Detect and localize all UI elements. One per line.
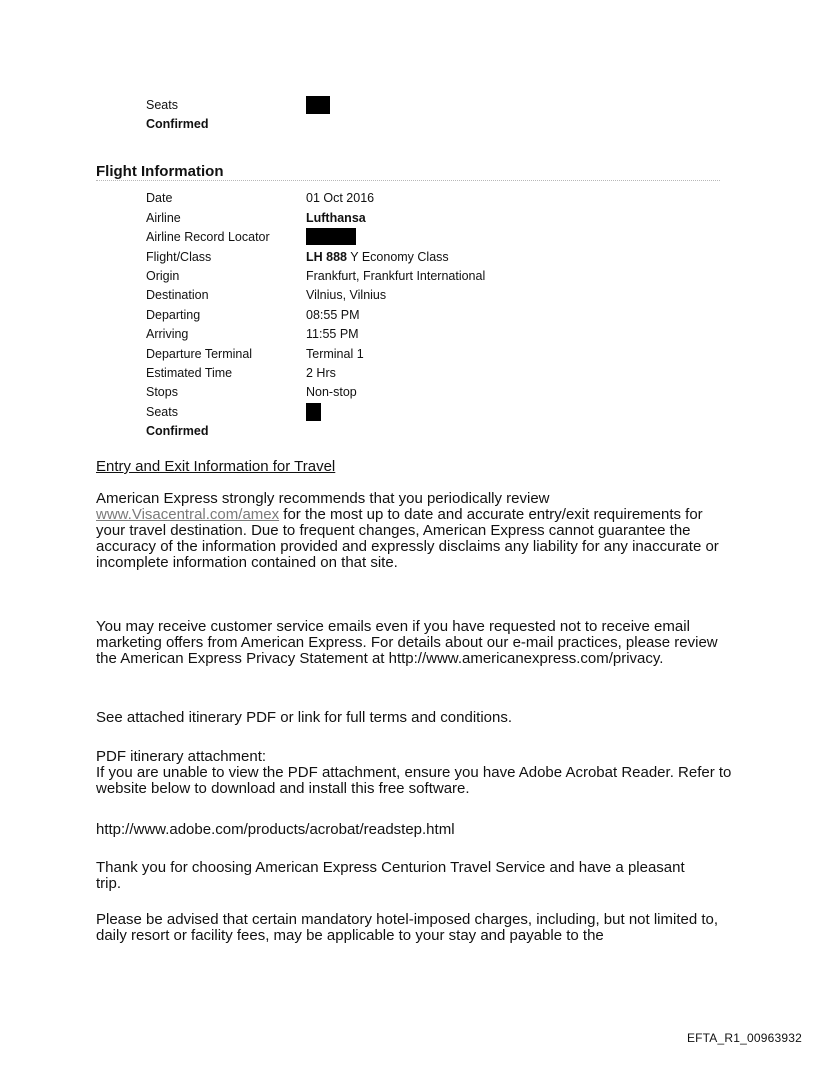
entry-exit-intro: American Express strongly recommends that you periodically review	[96, 490, 550, 507]
airline-label: Airline	[146, 211, 181, 225]
date-label: Date	[146, 191, 173, 205]
arriving-value: 11:55 PM	[306, 327, 359, 341]
redacted-seat	[306, 403, 321, 421]
document-id: EFTA_R1_00963932	[686, 1031, 802, 1045]
confirmed-status: Confirmed	[146, 424, 209, 438]
visacentral-link[interactable]: www.Visacentral.com/amex	[96, 506, 280, 523]
flight-number: LH 888	[306, 250, 347, 264]
estimated-time-value: 2 Hrs	[306, 366, 336, 380]
departure-terminal-label: Departure Terminal	[146, 347, 253, 361]
arriving-label: Arriving	[146, 327, 189, 341]
pdf-section	[96, 749, 736, 797]
stops-value: Non-stop	[306, 385, 357, 399]
origin-value: Frankfurt, Frankfurt International	[306, 269, 486, 283]
cabin-class: Y Economy Class	[347, 250, 449, 264]
top-confirmed-status: Confirmed	[146, 117, 209, 131]
airline-value: Lufthansa	[306, 211, 366, 225]
destination-value: Vilnius, Vilnius	[306, 288, 387, 302]
attached-notice: See attached itinerary PDF or link for full terms and conditions.	[96, 709, 513, 726]
flight-class-value	[306, 250, 449, 264]
flight-class-label: Flight/Class	[146, 250, 212, 264]
origin-label: Origin	[146, 269, 180, 283]
estimated-time-label: Estimated Time	[146, 366, 233, 380]
top-seats-label: Seats	[146, 98, 178, 112]
hotel-notice-paragraph: Please be advised that certain mandatory hotel-imposed charges, including, but not limited to, daily resort or facility fees, may be applicable to your stay and payable to the	[96, 911, 719, 944]
departing-label: Departing	[146, 308, 201, 322]
destination-label: Destination	[146, 288, 209, 302]
flight-information-title: Flight Information	[96, 163, 224, 180]
section-divider	[96, 180, 720, 181]
redacted-seat-block	[306, 96, 330, 114]
pdf-body: If you are unable to view the PDF attachment, ensure you have Adobe Acrobat Reader. Refer to website below to download and install this free software.	[96, 764, 732, 797]
entry-exit-paragraph	[96, 491, 726, 571]
departure-terminal-value: Terminal 1	[306, 347, 364, 361]
email-notice-paragraph: You may receive customer service emails even if you have requested not to receive email marketing offers from American Express. For details about our e-mail practices, please review the American Express Privacy Statement at http://www.americanexpress.com/privacy.	[96, 618, 718, 667]
entry-exit-heading: Entry and Exit Information for Travel	[96, 458, 336, 475]
stops-label: Stops	[146, 385, 178, 399]
pdf-heading: PDF itinerary attachment:	[96, 748, 267, 765]
departing-value: 08:55 PM	[306, 308, 360, 322]
record-locator-label: Airline Record Locator	[146, 230, 270, 244]
seats-label: Seats	[146, 405, 178, 419]
entry-exit-body: for the most up to date and accurate entry/exit requirements for your travel destination. Due to frequent changes, American Express cannot guarantee the accuracy of the information provided and expressly disclaims any liability for any inaccurate or incomplete information contained on that site.	[96, 506, 719, 571]
date-value: 01 Oct 2016	[306, 191, 375, 205]
redacted-record-locator	[306, 228, 356, 245]
thanks-paragraph: Thank you for choosing American Express Centurion Travel Service and have a pleasant trip.	[96, 859, 685, 892]
adobe-url: http://www.adobe.com/products/acrobat/readstep.html	[96, 821, 455, 838]
